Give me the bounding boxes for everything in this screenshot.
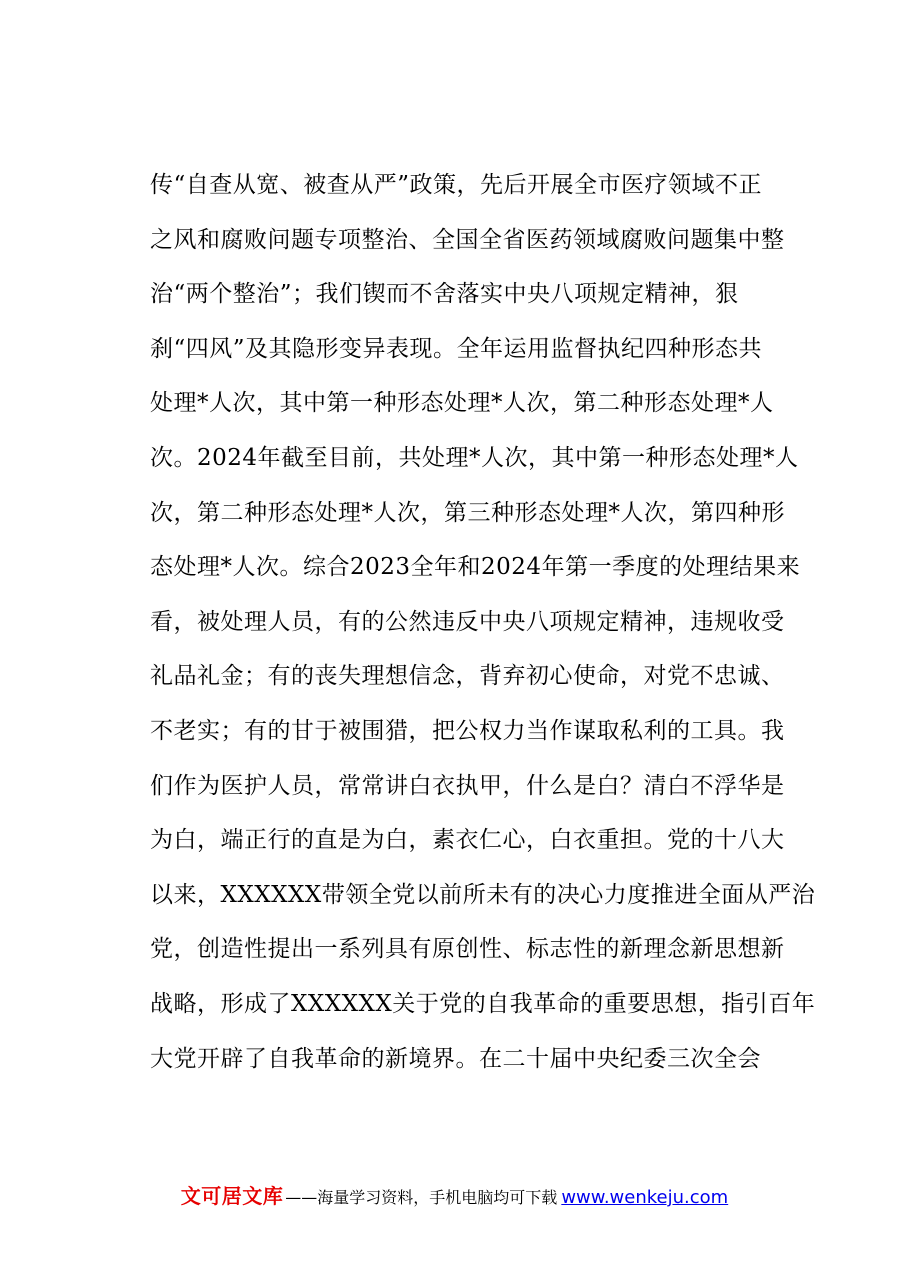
body-text [150, 158, 816, 1086]
text-line: 传“自查从宽、被查从严”政策，先后开展全市医疗领域不正 [150, 172, 763, 198]
footer-tagline: ——海量学习资料，手机电脑均可下载 [285, 1188, 558, 1207]
text-line: 以来，XXXXXX带领全党以前所未有的决心力度推进全面从严治 [150, 881, 816, 908]
text-line: 为白，端正行的直是为白，素衣仁心，白衣重担。党的十八大 [150, 827, 785, 854]
text-line: 处理*人次，其中第一种形态处理*人次，第二种形态处理*人 [150, 390, 774, 417]
text-line: 看，被处理人员，有的公然违反中央八项规定精神，违规收受 [150, 608, 785, 635]
text-line: 次，第二种形态处理*人次，第三种形态处理*人次，第四种形 [150, 499, 785, 526]
text-line: 次。2024年截至目前，共处理*人次，其中第一种形态处理*人 [150, 444, 799, 471]
text-line: 态处理*人次。综合2023全年和2024年第一季度的处理结果来 [150, 554, 801, 581]
text-line: 不老实；有的甘于被围猎，把公权力当作谋取私利的工具。我 [150, 717, 785, 744]
text-line: 治“两个整治”；我们锲而不舍落实中央八项规定精神，狠 [150, 281, 739, 308]
text-line: 党，创造性提出一系列具有原创性、标志性的新理念新思想新 [150, 936, 785, 963]
text-line: 之风和腐败问题专项整治、全国全省医药领域腐败问题集中整 [150, 226, 785, 253]
text-line: 战略，形成了XXXXXX关于党的自我革命的重要思想，指引百年 [150, 990, 816, 1017]
footer-banner [0, 1180, 909, 1214]
text-line: 大党开辟了自我革命的新境界。在二十届中央纪委三次全会 [150, 1045, 761, 1072]
text-line: 礼品礼金；有的丧失理想信念，背弃初心使命，对党不忠诚、 [150, 663, 785, 690]
footer-site-link[interactable]: www.wenkeju.com [561, 1187, 729, 1208]
text-line: 们作为医护人员，常常讲白衣执甲，什么是白？清白不浮华是 [150, 772, 785, 799]
text-line: 刹“四风”及其隐形变异表现。全年运用监督执纪四种形态共 [150, 335, 763, 362]
footer-brand: 文可居文库 [180, 1184, 284, 1208]
